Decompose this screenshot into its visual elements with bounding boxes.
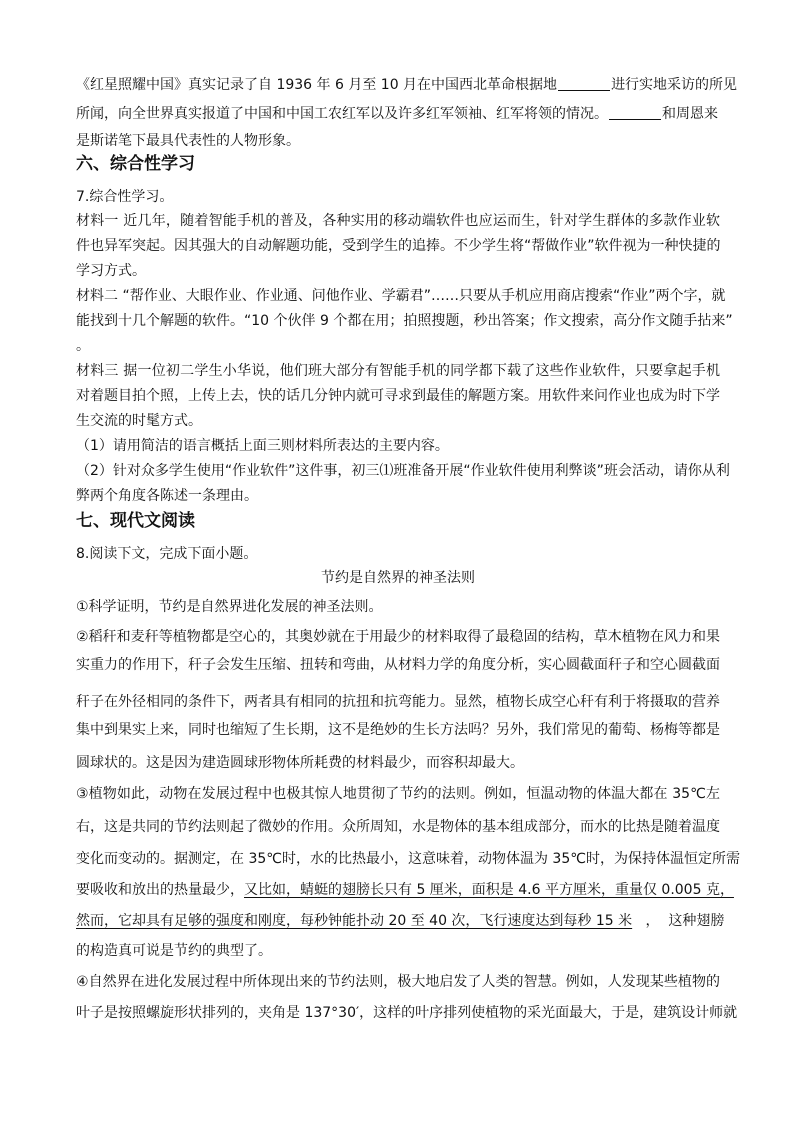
underlined-sentence: 又比如，蜻蜓的翅膀长只有 5 厘米，面积是 4.6 平方厘米，重量仅 0.005 克， (244, 882, 734, 898)
plain-text: 要吸收和放出的热量最少， (76, 882, 244, 898)
material-1-line: 学习方式。 (76, 263, 146, 279)
paragraph-2-line: ②稻秆和麦秆等植物都是空心的，其奥妙就在于用最少的材料取得了最稳固的结构，草木植物在风力和果 (76, 629, 720, 645)
intro-line-2 (76, 104, 720, 124)
question-label-8: 8.阅读下文，完成下面小题。 (76, 546, 258, 562)
material-3-line: 材料三 据一位初二学生小华说，他们班大部分有智能手机的同学都下载了这些作业软件，只要拿起手机 (76, 363, 720, 379)
material-3-line: 生交流的时髦方式。 (76, 413, 202, 429)
paragraph-2-line: 圆球状的。这是因为建造圆球形物体所耗费的材料最少，而容积却最大。 (76, 755, 524, 771)
paragraph-3-line: 的构造真可说是节约的典型了。 (76, 943, 272, 959)
answer-blank[interactable] (609, 105, 661, 120)
underlined-sentence: 然而，它却具有足够的强度和刚度，每秒钟能扑动 20 至 40 次，飞行速度达到每秒 15 米 (76, 913, 633, 929)
sub-question-2: 弊两个角度各陈述一条理由。 (76, 488, 258, 504)
paragraph-1: ①科学证明，节约是自然界进化发展的神圣法则。 (76, 599, 383, 615)
plain-text: ， 这种翅膀 (632, 913, 725, 929)
material-2-line: 。 (76, 338, 90, 354)
article-title: 节约是自然界的神圣法则 (321, 570, 475, 586)
intro-line-1 (76, 75, 738, 95)
paragraph-4-line: 叶子是按照螺旋形状排列的，夹角是 137°30′，这样的叶序排列使植物的采光面最大，于是，建筑设计师就 (76, 1005, 738, 1021)
intro-text: 进行实地采访的所见 (611, 77, 738, 93)
paragraph-3-line (76, 911, 725, 931)
sub-question-2: （2）针对众多学生使用“作业软件”这件事，初三⑴班准备开展“作业软件使用利弊谈”班会活动，请你从利 (76, 463, 730, 479)
sub-question-1: （1）请用简洁的语言概括上面三则材料所表达的主要内容。 (76, 438, 449, 454)
paragraph-2-line: 实重力的作用下，秆子会发生压缩、扭转和弯曲，从材料力学的角度分析，实心圆截面秆子和空心圆截面 (76, 657, 720, 673)
paragraph-3-line: 右，这是共同的节约法则起了微妙的作用。众所周知，水是物体的基本组成部分，而水的比热是随着温度 (76, 819, 720, 835)
paragraph-2-line: 秆子在外径相同的条件下，两者具有相同的抗扭和抗弯能力。显然，植物长成空心秆有利于将摄取的营养 (76, 694, 720, 710)
paragraph-3-line (76, 880, 734, 900)
material-2-line: 材料二 “帮作业、大眼作业、作业通、问他作业、学霸君”……只要从手机应用商店搜索“作业”两个字，就 (76, 288, 726, 304)
section-heading-7: 七、现代文阅读 (76, 511, 195, 531)
paragraph-3-line: 变化而变动的。据测定，在 35℃时，水的比热最小，这意味着，动物体温为 35℃时，为保持体温恒定所需 (76, 851, 740, 867)
material-3-line: 对着题目拍个照，上传上去，快的话几分钟内就可寻求到最佳的解题方案。用软件来问作业也成为时下学 (76, 388, 720, 404)
answer-blank[interactable] (558, 76, 610, 91)
intro-text: 所闻，向全世界真实报道了中国和中国工农红军以及许多红军领袖、红军将领的情况。 (76, 106, 608, 122)
question-label-7: 7.综合性学习。 (76, 189, 174, 205)
intro-line-3: 是斯诺笔下最具代表性的人物形象。 (76, 133, 300, 149)
paragraph-3-line: ③植物如此，动物在发展过程中也极其惊人地贯彻了节约的法则。例如，恒温动物的体温大都在 35℃左 (76, 786, 720, 802)
section-heading-6: 六、综合性学习 (76, 154, 195, 174)
material-1-line: 材料一 近几年，随着智能手机的普及，各种实用的移动端软件也应运而生，针对学生群体的多款作业软 (76, 213, 720, 229)
paragraph-4-line: ④自然界在进化发展过程中所体现出来的节约法则，极大地启发了人类的智慧。例如，人发现某些植物的 (76, 974, 720, 990)
material-1-line: 件也异军突起。因其强大的自动解题功能，受到学生的追捧。不少学生将“帮做作业”软件视为一种快捷的 (76, 238, 721, 254)
material-2-line: 能找到十几个解题的软件。“10 个伙伴 9 个都在用；拍照搜题，秒出答案；作文搜索，高分作文随手拈来” (76, 313, 733, 329)
intro-text: 和周恩来 (662, 106, 718, 122)
intro-text: 《红星照耀中国》真实记录了自 1936 年 6 月至 10 月在中国西北革命根据地 (76, 77, 558, 93)
paragraph-2-line: 集中到果实上来，同时也缩短了生长期，这不是绝妙的生长方法吗？另外，我们常见的葡萄、杨梅等都是 (76, 722, 720, 738)
